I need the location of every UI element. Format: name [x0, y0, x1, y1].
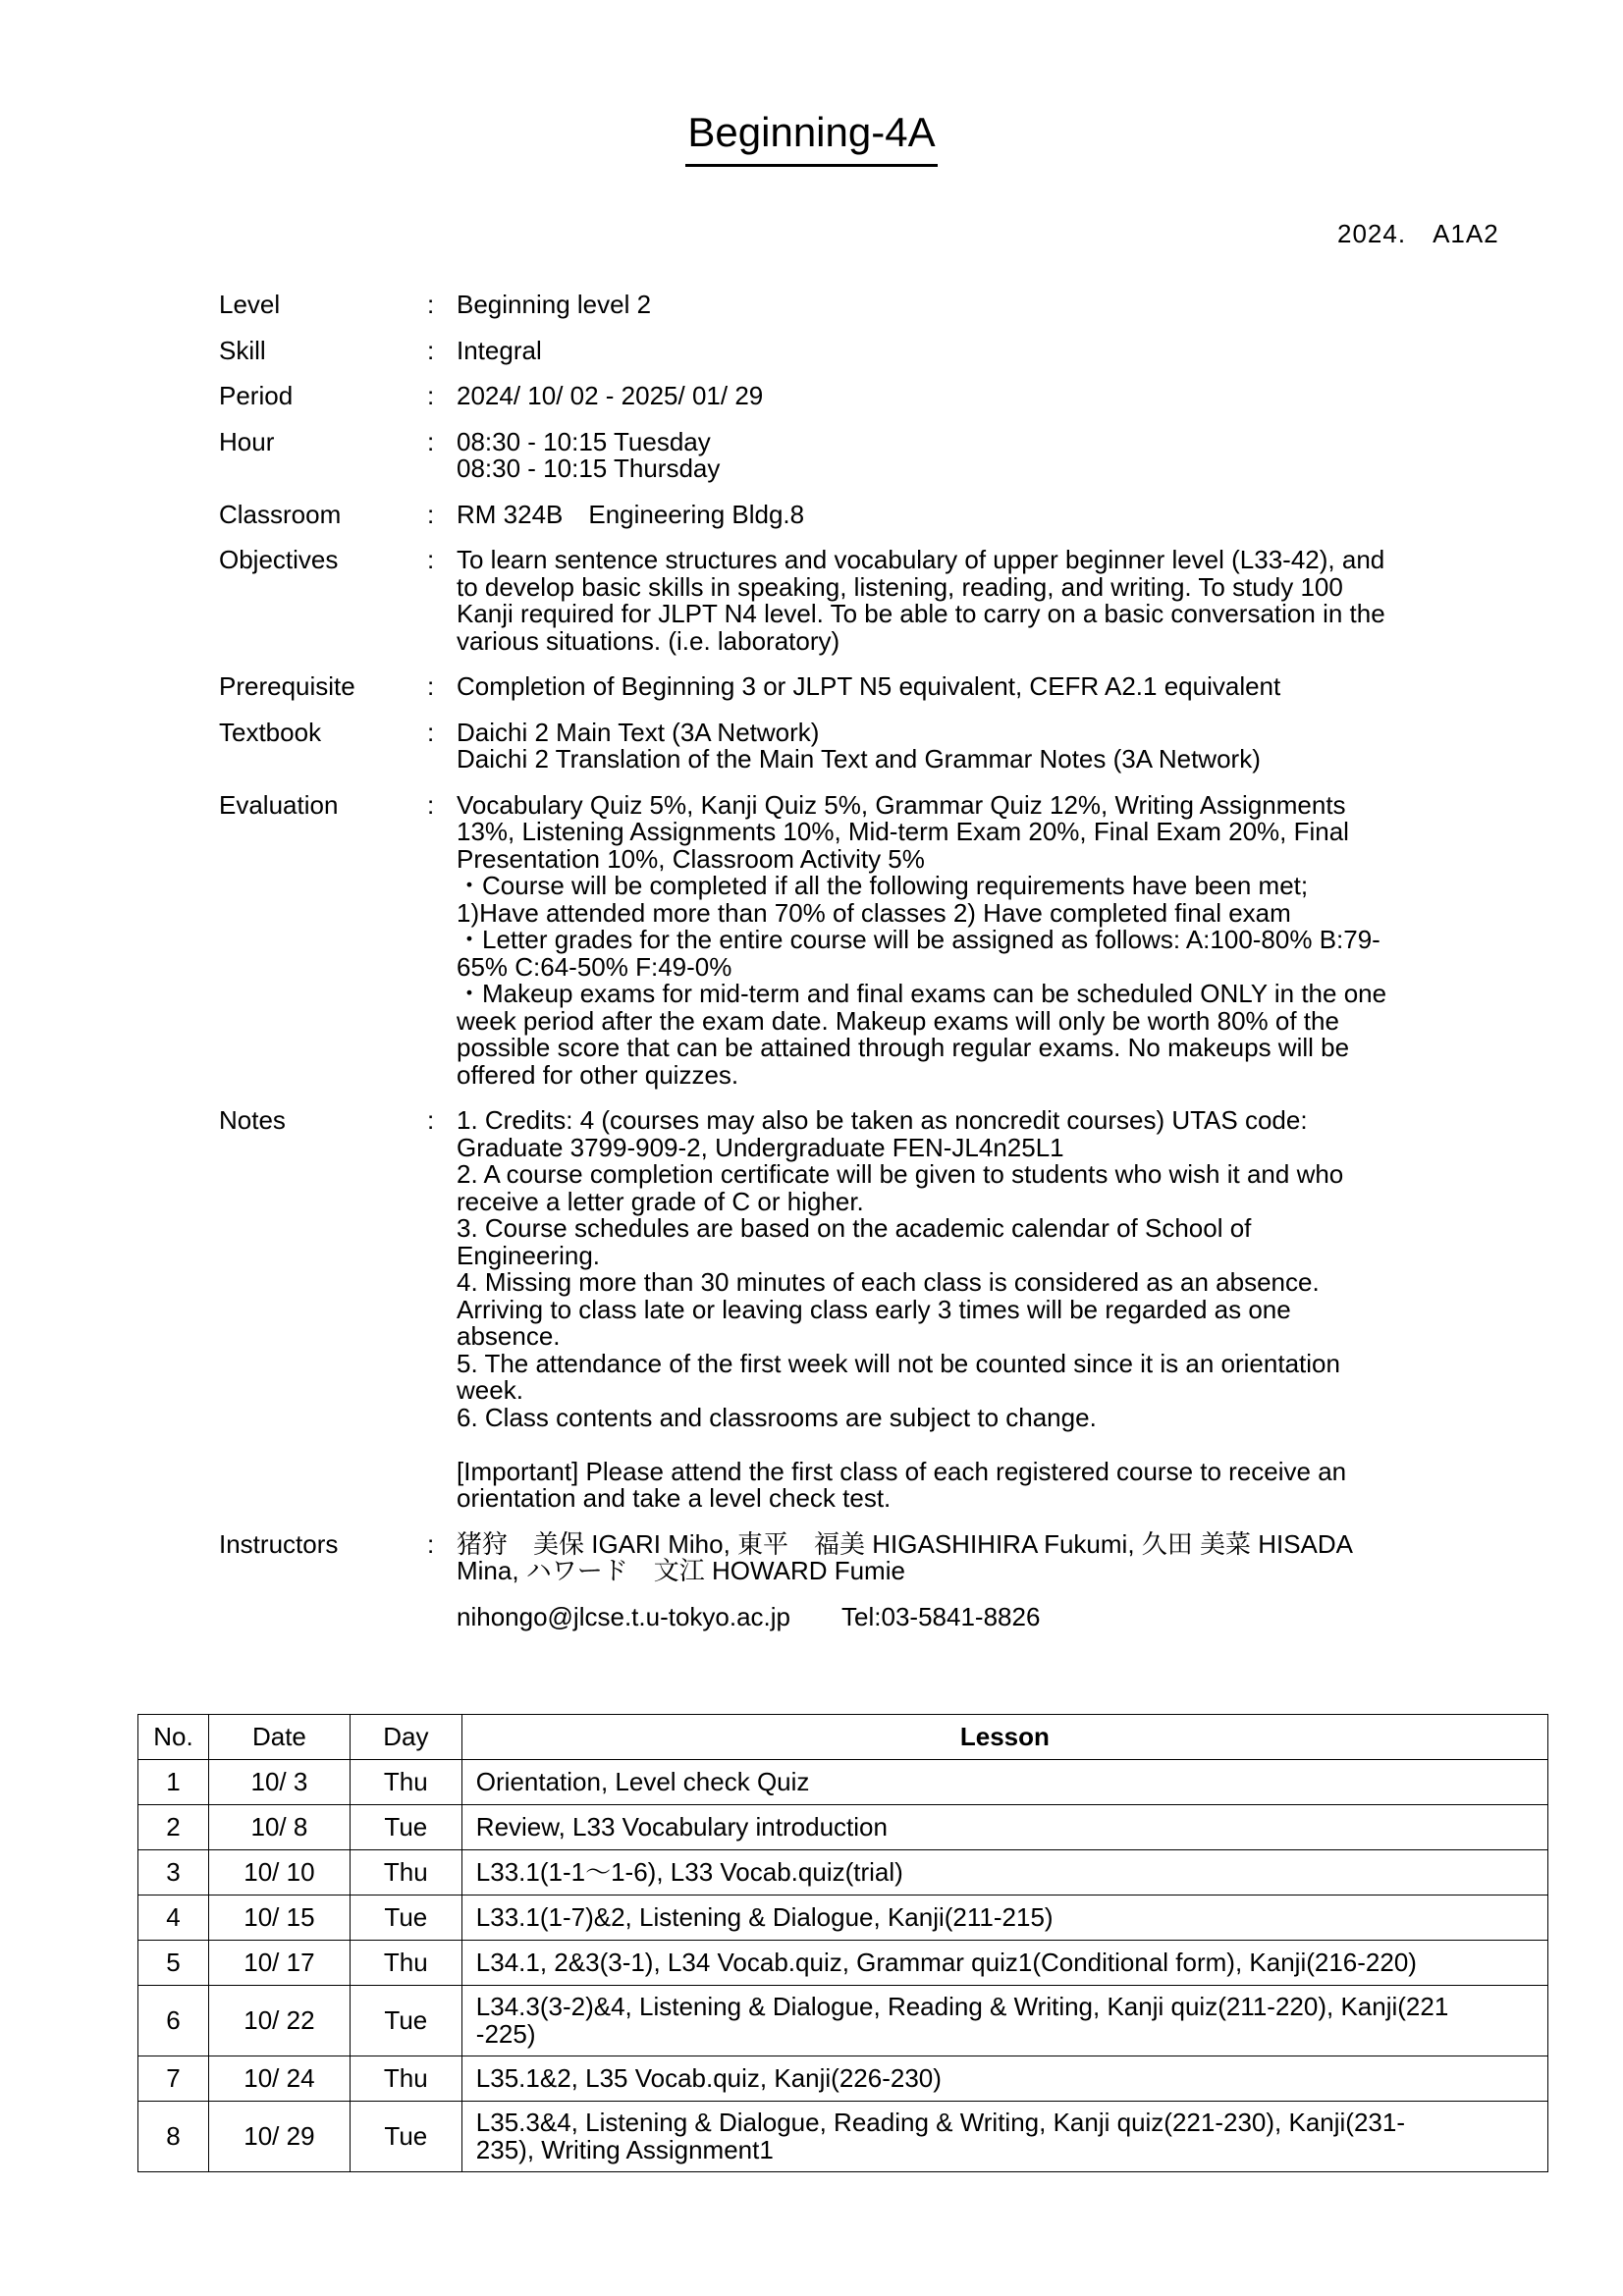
lesson-line: Review, L33 Vocabulary introduction [475, 1811, 888, 1842]
table-row [138, 2056, 1548, 2102]
info-row-skill [219, 335, 1495, 365]
notes-line: Arriving to class late or leaving class early 3 times will be regarded as one [457, 1294, 1291, 1324]
info-colon: : [427, 1528, 435, 1559]
evaluation-line: ・Letter grades for the entire course will be assigned as follows: A:100-80% B:79- [457, 925, 1380, 954]
cell-day: Tue [350, 1986, 461, 2056]
cell-date: 10/ 8 [208, 1805, 350, 1850]
info-value-instructors [457, 1528, 1458, 1631]
info-colon: : [427, 789, 435, 820]
notes-line: 4. Missing more than 30 minutes of each class is considered as an absence. [457, 1267, 1320, 1297]
lesson-line: 235), Writing Assignment1 [475, 2134, 774, 2164]
info-colon: : [427, 290, 435, 319]
cell-lesson [461, 2056, 1547, 2102]
column-header-date: Date [208, 1715, 350, 1760]
cell-day: Thu [350, 2056, 461, 2102]
notes-line: 5. The attendance of the first week will not be counted since it is an orientation [457, 1348, 1340, 1378]
cell-lesson [461, 1941, 1547, 1986]
info-label-skill: Skill [219, 335, 266, 365]
info-colon: : [427, 1105, 435, 1135]
objectives-line: Kanji required for JLPT N4 level. To be able to carry on a basic conversation in the [457, 599, 1385, 628]
textbook-line: Daichi 2 Translation of the Main Text and Grammar Notes (3A Network) [457, 744, 1261, 774]
notes-line: 2. A course completion certificate will be given to students who wish it and who [457, 1159, 1344, 1189]
cell-day: Thu [350, 1760, 461, 1805]
info-value-prerequisite: Completion of Beginning 3 or JLPT N5 equivalent, CEFR A2.1 equivalent [457, 671, 1281, 701]
cell-day: Thu [350, 1941, 461, 1986]
evaluation-line: 1)Have attended more than 70% of classes 2) Have completed final exam [457, 897, 1291, 928]
lesson-line: L34.1, 2&3(3-1), L34 Vocab.quiz, Grammar quiz1(Conditional form), Kanji(216-220) [475, 1947, 1417, 1977]
page-title-text: Beginning-4A [685, 103, 937, 167]
lesson-line: -225) [475, 2018, 536, 2049]
lesson-line: L35.1&2, L35 Vocab.quiz, Kanji(226-230) [475, 2062, 942, 2093]
info-row-instructors [219, 1528, 1495, 1631]
info-row-classroom [219, 499, 1495, 529]
cell-day: Thu [350, 1850, 461, 1896]
lesson-line: L34.3(3-2)&4, Listening & Dialogue, Reading & Writing, Kanji quiz(211-220), Kanji(221 [475, 1992, 1449, 2021]
cell-day: Tue [350, 1805, 461, 1850]
important-notice-line: orientation and take a level check test. [457, 1483, 892, 1513]
schedule-header-row [138, 1715, 1548, 1760]
info-value-objectives [457, 547, 1458, 655]
instructors-line: 猪狩 美保 IGARI Miho, 東平 福美 HIGASHIHIRA Fukumi, 久田 美菜 HISADA [457, 1528, 1354, 1559]
info-label-evaluation: Evaluation [219, 789, 339, 820]
notes-line: week. [457, 1375, 523, 1405]
column-header-day: Day [350, 1715, 461, 1760]
lesson-line: L35.3&4, Listening & Dialogue, Reading & Writing, Kanji quiz(221-230), Kanji(231- [475, 2108, 1405, 2137]
notes-line: Engineering. [457, 1240, 600, 1270]
lesson-line: L33.1(1-1〜1-6), L33 Vocab.quiz(trial) [475, 1856, 903, 1887]
hour-line: 08:30 - 10:15 Tuesday [457, 426, 711, 456]
info-label-classroom: Classroom [219, 499, 342, 529]
instructors-line: Mina, ハワード 文江 HOWARD Fumie [457, 1556, 905, 1585]
important-notice-line: [Important] Please attend the first class of each registered course to receive an [457, 1456, 1347, 1486]
evaluation-line: 13%, Listening Assignments 10%, Mid-term Exam 20%, Final Exam 20%, Final [457, 817, 1349, 846]
info-row-hour [219, 426, 1495, 483]
objectives-line: To learn sentence structures and vocabulary of upper beginner level (L33-42), and [457, 545, 1385, 574]
notes-line: 1. Credits: 4 (courses may also be taken as noncredit courses) UTAS code: [457, 1105, 1308, 1135]
info-value-textbook [457, 717, 1458, 774]
info-label-textbook: Textbook [219, 717, 322, 747]
contact-line [457, 1601, 1458, 1631]
table-row [138, 1850, 1548, 1896]
info-row-prerequisite [219, 673, 1495, 701]
info-value-evaluation [457, 789, 1458, 1090]
objectives-line: various situations. (i.e. laboratory) [457, 625, 840, 656]
lesson-line: Orientation, Level check Quiz [475, 1766, 810, 1796]
cell-no: 4 [138, 1896, 209, 1941]
info-row-level [219, 292, 1495, 319]
course-info [219, 292, 1495, 1649]
evaluation-line: offered for other quizzes. [457, 1059, 739, 1090]
info-value-hour [457, 426, 1458, 483]
cell-no: 8 [138, 2102, 209, 2172]
notes-line: 3. Course schedules are based on the academic calendar of School of [457, 1213, 1252, 1243]
evaluation-line: possible score that can be attained through regular exams. No makeups will be [457, 1033, 1350, 1062]
cell-day: Tue [350, 2102, 461, 2172]
cell-date: 10/ 24 [208, 2056, 350, 2102]
info-label-instructors: Instructors [219, 1528, 339, 1559]
evaluation-line: 65% C:64-50% F:49-0% [457, 951, 732, 982]
info-value-level: Beginning level 2 [457, 290, 652, 319]
notes-spacer [457, 1431, 1458, 1459]
table-row [138, 1805, 1548, 1850]
lesson-line: L33.1(1-7)&2, Listening & Dialogue, Kanji(211-215) [475, 1901, 1054, 1932]
evaluation-line: ・Course will be completed if all the following requirements have been met; [457, 871, 1309, 900]
table-row [138, 1896, 1548, 1941]
info-row-evaluation [219, 789, 1495, 1090]
cell-lesson [461, 1805, 1547, 1850]
evaluation-line: ・Makeup exams for mid-term and final exams can be scheduled ONLY in the one [457, 979, 1387, 1008]
cell-date: 10/ 29 [208, 2102, 350, 2172]
info-colon: : [427, 426, 435, 456]
info-value-notes [457, 1107, 1458, 1513]
term-code: 2024. A1A2 [1337, 219, 1499, 248]
column-header-no: No. [138, 1715, 209, 1760]
cell-no: 7 [138, 2056, 209, 2102]
notes-line: Graduate 3799-909-2, Undergraduate FEN-JL4n25L1 [457, 1132, 1064, 1162]
cell-date: 10/ 22 [208, 1986, 350, 2056]
contact-tel: Tel:03-5841-8826 [841, 1601, 1041, 1631]
info-colon: : [427, 717, 435, 747]
table-row [138, 2102, 1548, 2172]
cell-lesson [461, 1986, 1547, 2056]
info-colon: : [427, 499, 435, 529]
notes-line: receive a letter grade of C or higher. [457, 1186, 864, 1216]
cell-no: 2 [138, 1805, 209, 1850]
info-row-notes [219, 1107, 1495, 1513]
table-row [138, 1941, 1548, 1986]
info-label-objectives: Objectives [219, 545, 339, 574]
info-row-objectives [219, 547, 1495, 655]
cell-lesson [461, 1760, 1547, 1805]
cell-no: 5 [138, 1941, 209, 1986]
evaluation-line: week period after the exam date. Makeup exams will only be worth 80% of the [457, 1005, 1339, 1036]
info-row-period [219, 383, 1495, 410]
cell-date: 10/ 3 [208, 1760, 350, 1805]
schedule-table [137, 1714, 1548, 2172]
cell-lesson [461, 1850, 1547, 1896]
evaluation-line: Presentation 10%, Classroom Activity 5% [457, 843, 925, 874]
info-row-textbook [219, 717, 1495, 774]
notes-line: absence. [457, 1321, 561, 1351]
cell-no: 3 [138, 1850, 209, 1896]
objectives-line: to develop basic skills in speaking, listening, reading, and writing. To study 100 [457, 571, 1343, 602]
info-colon: : [427, 671, 435, 701]
cell-no: 6 [138, 1986, 209, 2056]
info-colon: : [427, 381, 435, 410]
info-value-classroom: RM 324B Engineering Bldg.8 [457, 499, 805, 529]
contact-email[interactable]: nihongo@jlcse.t.u-tokyo.ac.jp [457, 1601, 791, 1631]
column-header-lesson: Lesson [461, 1715, 1547, 1760]
notes-line: 6. Class contents and classrooms are subject to change. [457, 1402, 1097, 1432]
page-title [0, 103, 1623, 167]
info-label-notes: Notes [219, 1105, 286, 1135]
info-label-prerequisite: Prerequisite [219, 671, 355, 701]
info-value-skill: Integral [457, 335, 542, 365]
info-colon: : [427, 335, 435, 365]
cell-lesson [461, 2102, 1547, 2172]
cell-date: 10/ 17 [208, 1941, 350, 1986]
info-label-level: Level [219, 290, 281, 319]
cell-day: Tue [350, 1896, 461, 1941]
evaluation-line: Vocabulary Quiz 5%, Kanji Quiz 5%, Grammar Quiz 12%, Writing Assignments [457, 789, 1346, 820]
info-label-hour: Hour [219, 426, 275, 456]
info-colon: : [427, 545, 435, 574]
table-row [138, 1760, 1548, 1805]
info-label-period: Period [219, 381, 294, 410]
info-value-period: 2024/ 10/ 02 - 2025/ 01/ 29 [457, 381, 764, 410]
table-row [138, 1986, 1548, 2056]
cell-date: 10/ 10 [208, 1850, 350, 1896]
textbook-line: Daichi 2 Main Text (3A Network) [457, 717, 820, 747]
cell-lesson [461, 1896, 1547, 1941]
hour-line: 08:30 - 10:15 Thursday [457, 454, 721, 483]
cell-date: 10/ 15 [208, 1896, 350, 1941]
cell-no: 1 [138, 1760, 209, 1805]
